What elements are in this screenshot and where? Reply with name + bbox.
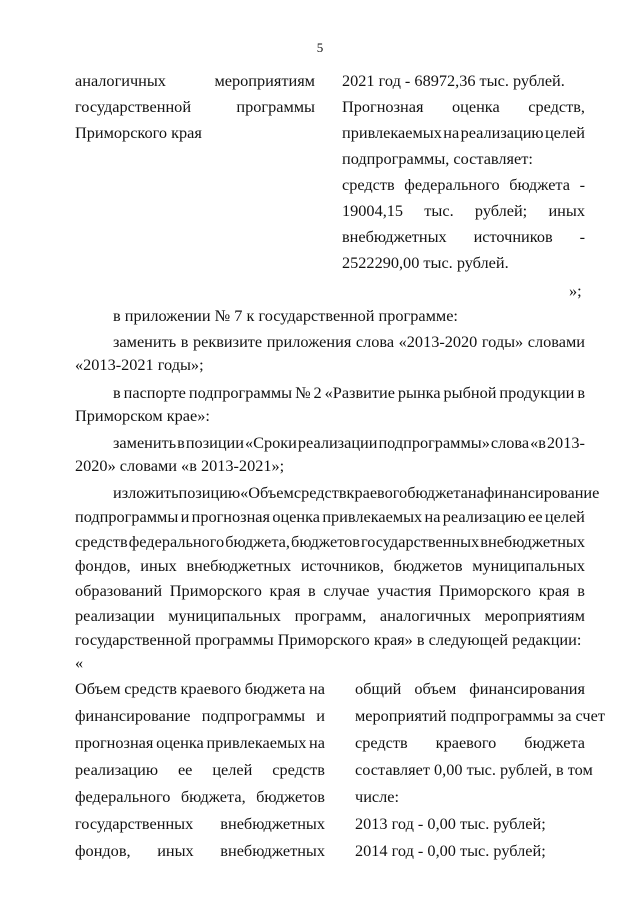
bottom-right-line: [355, 759, 593, 781]
top-right-line: [342, 252, 509, 274]
word: Объем: [75, 679, 121, 698]
word: тыс.: [424, 201, 454, 220]
word: 19004,15: [342, 201, 404, 220]
word: края: [538, 581, 570, 600]
word: бюджета: [524, 733, 585, 752]
word: краевого: [346, 483, 408, 502]
body-line: [75, 405, 210, 427]
word: финансирование: [483, 483, 600, 502]
word: иных: [157, 841, 194, 860]
body-line: [113, 382, 585, 404]
word: заменить: [113, 433, 177, 452]
word: слова: [355, 332, 395, 351]
word: целей: [544, 123, 585, 142]
word: краевого: [435, 733, 497, 752]
word: продукции: [499, 383, 575, 402]
word: бюджетов: [393, 556, 463, 575]
word: иных: [548, 201, 585, 220]
body-line: [113, 331, 585, 353]
word: реализацию: [442, 507, 526, 526]
bottom-left-line: [75, 759, 325, 781]
word: слова: [490, 433, 530, 452]
word: бюджета,: [225, 532, 290, 551]
word: рынка: [397, 383, 441, 402]
word: подпрограммы: [201, 706, 306, 725]
word: финансирование: [75, 706, 191, 725]
page-number: 5: [316, 40, 324, 55]
top-left-line: [75, 122, 202, 144]
closing-quote: [569, 280, 582, 302]
word: привлекаемых: [322, 507, 423, 526]
word: бюджетов: [256, 787, 325, 806]
word: государственных: [360, 532, 480, 551]
word: средств: [124, 679, 177, 698]
bottom-right-line: [355, 813, 546, 835]
word: финансирования: [469, 679, 585, 698]
bottom-left-line: [75, 786, 325, 808]
word: оценка: [156, 733, 204, 752]
word: прогнозная: [191, 507, 270, 526]
word: муниципальных: [472, 556, 585, 575]
word: «Сроки: [244, 433, 297, 452]
word: рублей;: [474, 201, 528, 220]
word: -: [579, 175, 585, 194]
word: оценка: [272, 507, 320, 526]
word: реализацию: [460, 123, 544, 142]
word: на: [309, 679, 325, 698]
word: и: [180, 507, 190, 526]
word: позиции: [185, 433, 244, 452]
word: 2: [313, 383, 322, 402]
word: государственной: [75, 97, 192, 116]
word: общий: [355, 679, 402, 698]
word: Приморского края: [75, 123, 202, 142]
word: подпрограммы, составляет:: [342, 149, 533, 168]
word: иных: [140, 556, 177, 575]
bottom-right-line: [355, 732, 585, 754]
word: Приморском крае»:: [75, 406, 210, 425]
word: -: [579, 227, 585, 246]
word: 2014 год - 0,00 тыс. рублей;: [355, 841, 546, 860]
word: привлекаемых: [342, 123, 442, 142]
word: средств: [75, 532, 128, 551]
word: мероприятиям: [214, 71, 315, 90]
word: на: [443, 123, 460, 142]
word: Прогнозная: [342, 97, 424, 116]
word: «Развитие: [324, 383, 395, 402]
word: реализацию: [75, 760, 159, 779]
bottom-right-line: [355, 678, 585, 700]
top-left-line: [75, 96, 315, 118]
word: случае: [323, 581, 370, 600]
body-line: [75, 629, 581, 651]
word: целей: [544, 507, 585, 526]
word: средств: [342, 175, 395, 194]
bottom-left-line: [75, 705, 325, 727]
word: программы: [236, 97, 315, 116]
word: оценка: [451, 97, 500, 116]
body-line: [113, 432, 585, 454]
word: фондов,: [75, 556, 131, 575]
word: в: [577, 581, 585, 600]
word: реквизите: [192, 332, 263, 351]
bottom-right-line: [355, 705, 605, 727]
word: ее: [177, 760, 193, 779]
word: на: [309, 733, 325, 752]
word: в: [180, 332, 189, 351]
word: объем: [414, 679, 457, 698]
word: «: [75, 653, 84, 672]
word: целей: [212, 760, 253, 779]
top-right-line: [342, 174, 585, 196]
bottom-right-line: [355, 840, 546, 862]
word: и: [316, 706, 325, 725]
word: №: [295, 383, 311, 402]
word: участия: [377, 581, 432, 600]
body-line: [75, 605, 585, 627]
word: источников,: [300, 556, 384, 575]
word: 2020» словами «в 2013-2021»;: [75, 456, 285, 475]
top-left-line: [75, 70, 315, 92]
top-right-line: [342, 200, 585, 222]
word: подпрограммы: [75, 507, 179, 526]
word: 2021 год - 68972,36 тыс. рублей.: [342, 71, 565, 90]
word: прогнозная: [75, 733, 154, 752]
word: края: [269, 581, 301, 600]
word: аналогичных: [379, 606, 471, 625]
word: ее: [528, 507, 543, 526]
word: бюджета: [509, 175, 570, 194]
word: подпрограммы»: [378, 433, 490, 452]
bottom-left-line: [75, 840, 325, 862]
body-line: [75, 531, 585, 553]
body-line: [113, 482, 600, 504]
word: краевого: [180, 679, 242, 698]
word: средств,: [528, 97, 585, 116]
word: Приморского: [169, 581, 262, 600]
word: паспорте: [123, 383, 186, 402]
word: федерального: [75, 787, 171, 806]
top-right-line: [342, 122, 585, 144]
top-right-line: [342, 96, 585, 118]
word: числе:: [355, 787, 400, 806]
word: программ,: [294, 606, 367, 625]
word: в приложении № 7 к государственной программе:: [113, 306, 458, 325]
body-line: [75, 455, 284, 477]
word: в: [308, 581, 316, 600]
word: федерального: [404, 175, 500, 194]
word: мероприятий подпрограммы за счет: [355, 706, 605, 725]
word: в: [577, 383, 585, 402]
word: муниципальных: [168, 606, 281, 625]
bottom-right-line: [355, 786, 399, 808]
word: источников: [473, 227, 553, 246]
word: реализации: [297, 433, 378, 452]
word: подпрограммы: [188, 383, 293, 402]
bottom-left-line: [75, 732, 325, 754]
word: рыбной: [443, 383, 497, 402]
word: средств: [272, 760, 325, 779]
word: бюджета: [244, 679, 306, 698]
word: внебюджетных: [480, 532, 585, 551]
word: средств: [355, 733, 408, 752]
word: реализации: [75, 606, 155, 625]
word: 2522290,00 тыс. рублей.: [342, 253, 509, 272]
word: приложения: [266, 332, 352, 351]
word: образований: [75, 581, 163, 600]
bottom-left-line: [75, 813, 325, 835]
body-line: [75, 580, 585, 602]
top-right-line: [342, 70, 565, 92]
word: словами: [527, 332, 585, 351]
word: «2013-2021 годы»;: [75, 355, 204, 374]
word: в: [113, 383, 121, 402]
top-right-line: [342, 226, 585, 248]
word: »;: [569, 281, 582, 300]
word: аналогичных: [75, 71, 166, 90]
word: бюджета,: [180, 787, 246, 806]
word: «в: [530, 433, 546, 452]
word: Приморского: [439, 581, 532, 600]
bottom-left-line: [75, 678, 325, 700]
top-right-line: [342, 148, 533, 170]
word: позицию: [178, 483, 241, 502]
word: на: [424, 507, 441, 526]
word: внебюджетных: [220, 814, 325, 833]
word: внебюджетных: [186, 556, 292, 575]
word: фондов,: [75, 841, 131, 860]
word: на: [467, 483, 484, 502]
word: федерального: [128, 532, 225, 551]
word: бюджетов: [291, 532, 360, 551]
body-line: [75, 354, 204, 376]
word: изложить: [113, 483, 179, 502]
word: государственной программы Приморского края» в следующей редакции:: [75, 630, 582, 649]
word: мероприятиям: [484, 606, 585, 625]
word: внебюджетных: [342, 227, 447, 246]
word: составляет 0,00 тыс. рублей, в том: [355, 760, 593, 779]
word: «2013-2020: [398, 332, 478, 351]
word: 2013 год - 0,00 тыс. рублей;: [355, 814, 546, 833]
body-line: [75, 555, 585, 577]
word: бюджета: [407, 483, 468, 502]
word: государственных: [75, 814, 194, 833]
opening-quote: [75, 652, 83, 674]
word: 2013-: [546, 433, 585, 452]
word: годы»: [481, 332, 524, 351]
word: «Объем: [240, 483, 294, 502]
word: внебюджетных: [220, 841, 325, 860]
body-line: [113, 305, 458, 327]
word: средств: [293, 483, 347, 502]
word: заменить: [113, 332, 177, 351]
word: привлекаемых: [206, 733, 307, 752]
word: в: [177, 433, 185, 452]
body-line: [75, 506, 585, 528]
